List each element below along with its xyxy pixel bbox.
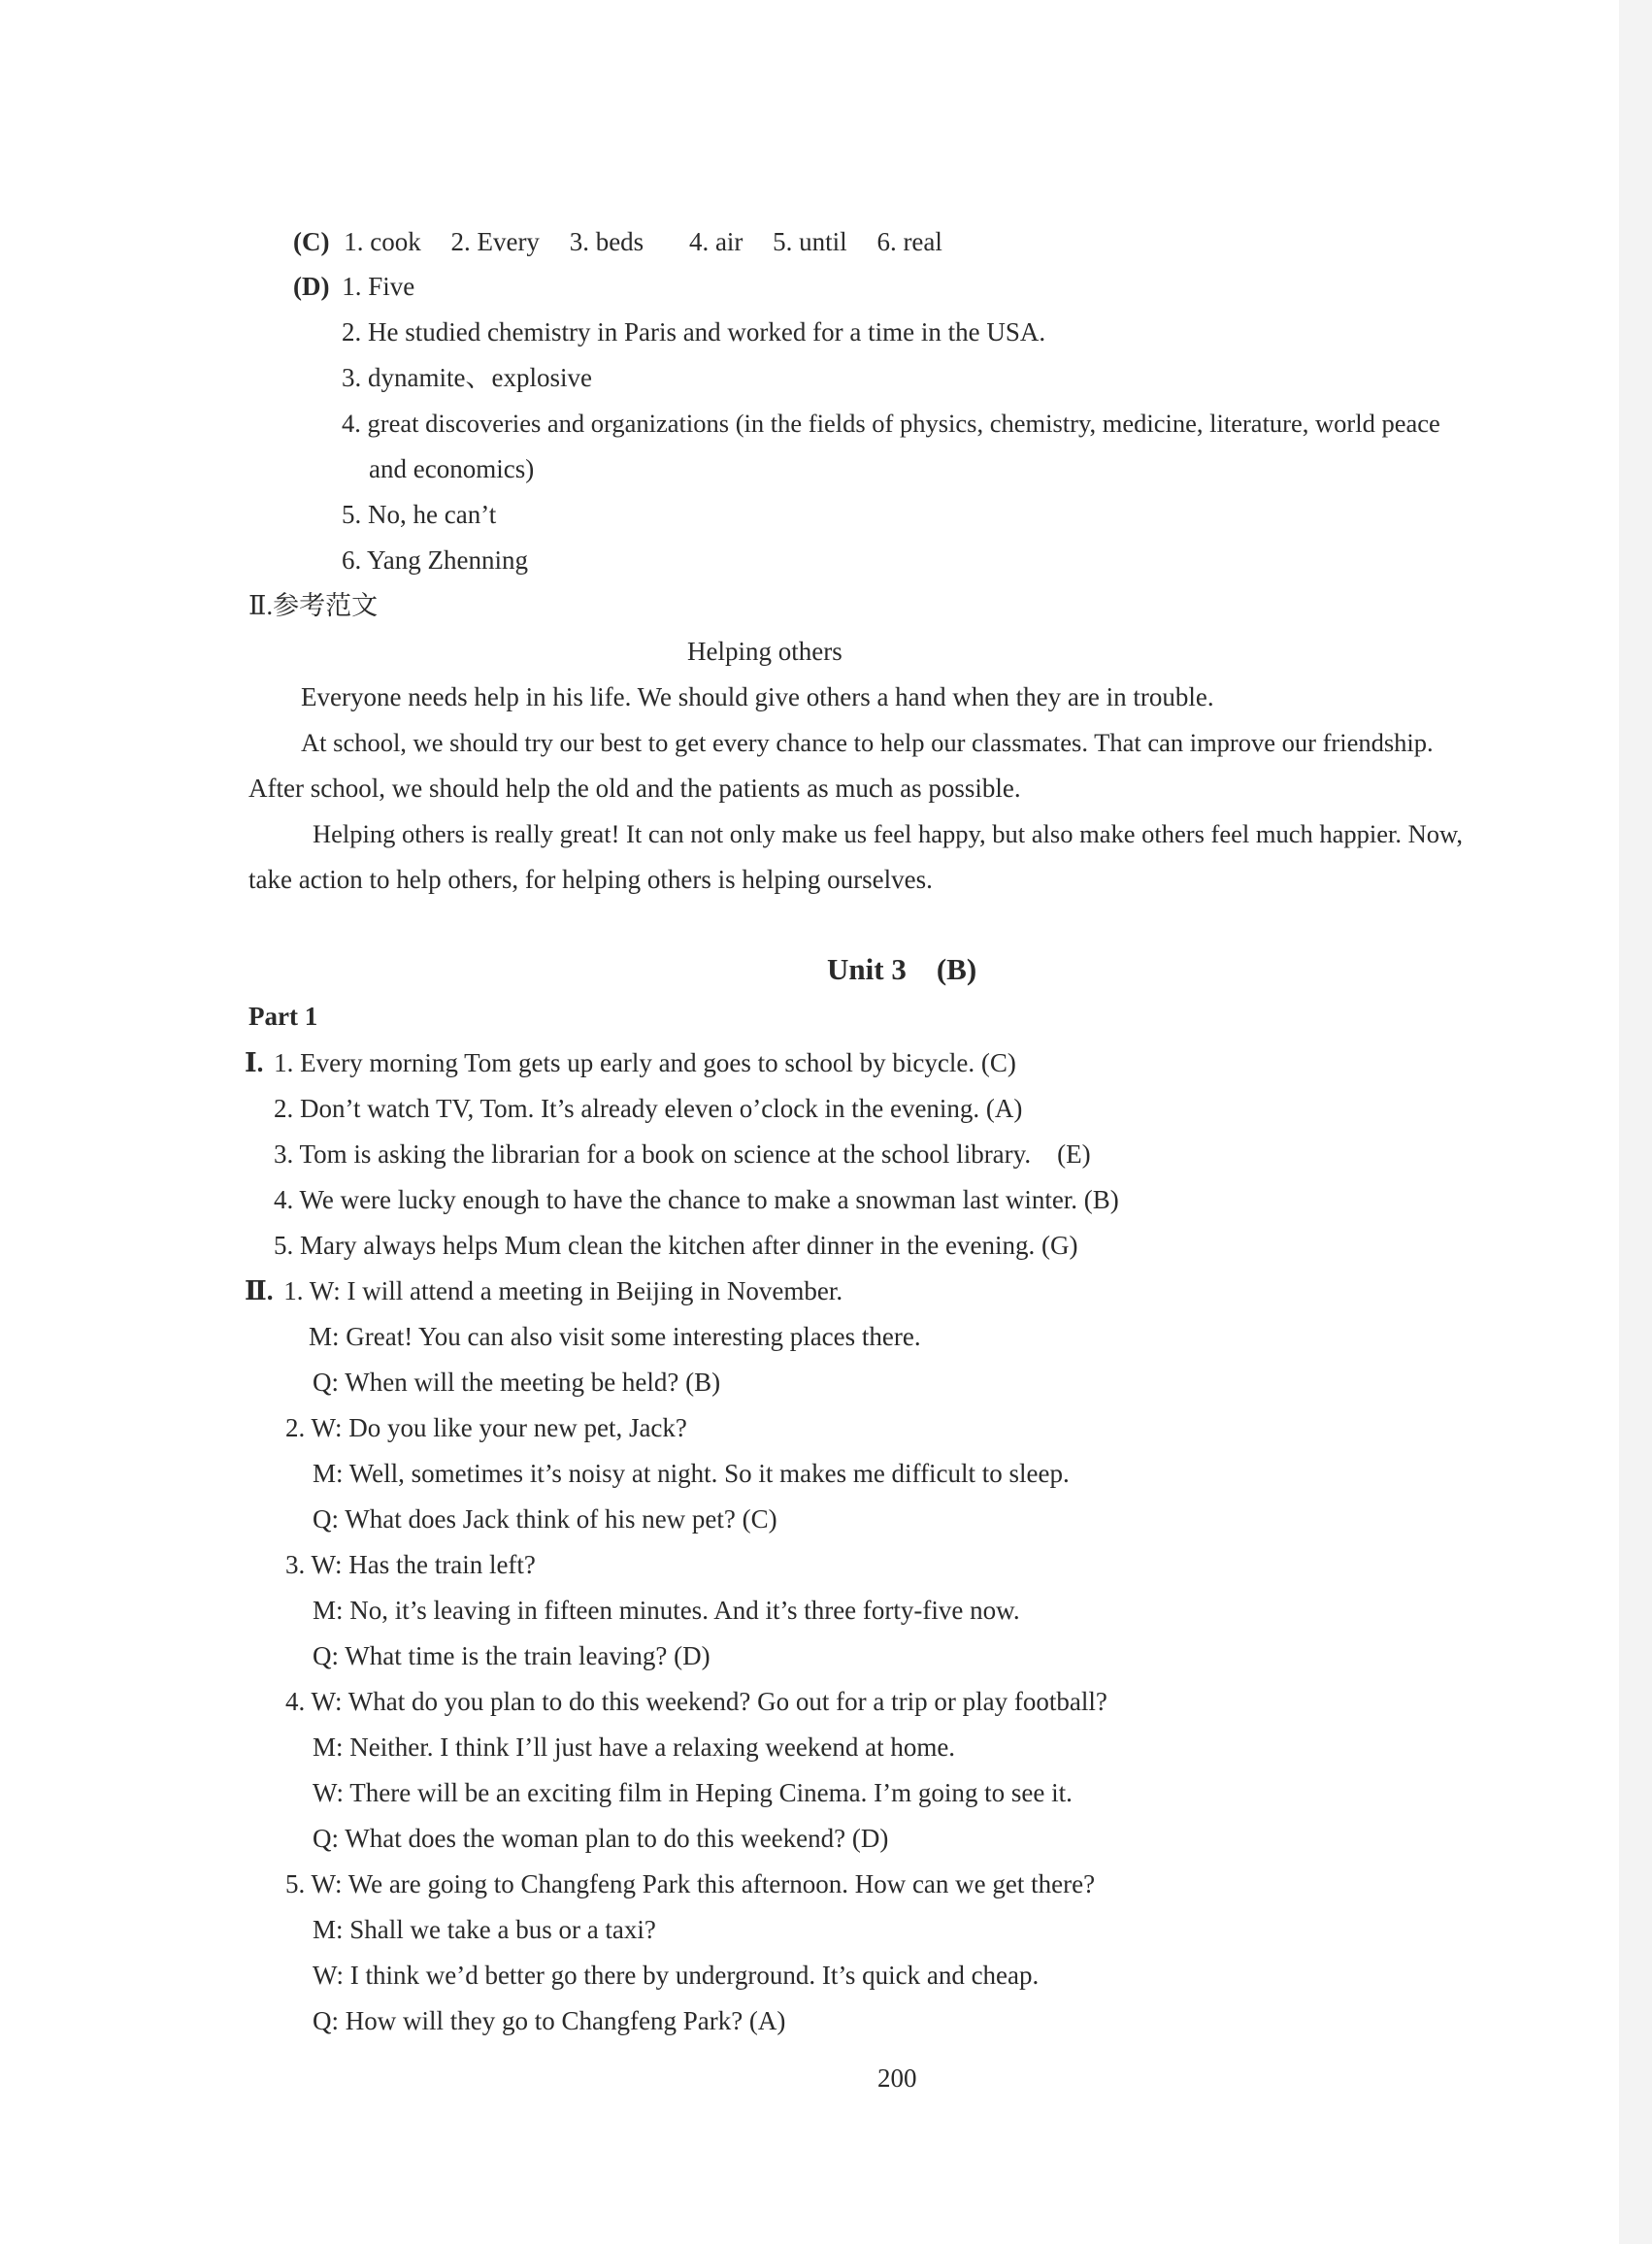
dialogue-2-m: M: Well, sometimes it’s noisy at night. So it makes me difficult to sleep.: [313, 1459, 1070, 1488]
essay-paragraph-2-line-1: At school, we should try our best to get every chance to help our classmates. That can improve our friendship.: [301, 728, 1434, 757]
essay-paragraph-3-line-1: Helping others is really great! It can not only make us feel happy, but also make others feel much happier. Now,: [313, 819, 1464, 848]
dialogue-5-w: 5. W: We are going to Changfeng Park this afternoon. How can we get there?: [285, 1869, 1096, 1898]
essay-paragraph-3-line-2: take action to help others, for helping others is helping ourselves.: [248, 865, 933, 894]
answer-d-3: 3. dynamite、explosive: [342, 363, 592, 392]
essay-paragraph-1: Everyone needs help in his life. We should give others a hand when they are in trouble.: [301, 682, 1214, 711]
answer-d-4: 4. great discoveries and organizations (in the fields of physics, chemistry, medicine, literature, world peace: [342, 409, 1440, 438]
answer-c-6: 6. real: [876, 227, 942, 256]
section-1-item-4: 4. We were lucky enough to have the chance to make a snowman last winter. (B): [274, 1185, 1119, 1214]
section-d-label: (D): [293, 272, 330, 301]
dialogue-5-m: M: Shall we take a bus or a taxi?: [313, 1915, 656, 1944]
dialogue-3-m: M: No, it’s leaving in fifteen minutes. And it’s three forty-five now.: [313, 1596, 1020, 1625]
section-1-label: Ⅰ.: [245, 1048, 264, 1077]
answer-c-5: 5. until: [773, 227, 847, 256]
answer-d-6: 6. Yang Zhenning: [342, 545, 529, 575]
dialogue-1-m: M: Great! You can also visit some interesting places there.: [309, 1322, 921, 1351]
dialogue-1-q: Q: When will the meeting be held? (B): [313, 1368, 721, 1397]
dialogue-2-w: 2. W: Do you like your new pet, Jack?: [285, 1413, 687, 1442]
essay-section-label: Ⅱ.参考范文: [248, 591, 379, 620]
section-1-item-5: 5. Mary always helps Mum clean the kitchen after dinner in the evening. (G): [274, 1231, 1078, 1260]
section-c-label: (C): [293, 227, 330, 256]
answer-c-4: 4. air: [688, 227, 743, 256]
dialogue-4-m: M: Neither. I think I’ll just have a relaxing weekend at home.: [313, 1732, 956, 1762]
part-title: Part 1: [248, 1002, 318, 1031]
answer-d-4-cont: and economics): [369, 454, 535, 483]
answer-d-1: 1. Five: [342, 272, 415, 301]
dialogue-5-q: Q: How will they go to Changfeng Park? (A): [313, 2006, 786, 2035]
answer-c-row: [293, 225, 942, 258]
dialogue-3-w: 3. W: Has the train left?: [285, 1550, 536, 1579]
answer-d-2: 2. He studied chemistry in Paris and worked for a time in the USA.: [342, 317, 1046, 346]
answer-c-1: 1. cook: [344, 227, 421, 256]
unit-title: Unit 3 (B): [827, 952, 977, 986]
page-number: 200: [877, 2063, 917, 2093]
answer-c-2: 2. Every: [450, 227, 540, 256]
dialogue-1-w: 1. W: I will attend a meeting in Beijing in November.: [283, 1276, 843, 1305]
dialogue-3-q: Q: What time is the train leaving? (D): [313, 1641, 710, 1670]
dialogue-5-w2: W: I think we’d better go there by underground. It’s quick and cheap.: [313, 1961, 1040, 1990]
section-2-label: Ⅱ.: [245, 1276, 274, 1305]
dialogue-4-w: 4. W: What do you plan to do this weekend? Go out for a trip or play football?: [285, 1687, 1107, 1716]
essay-title: Helping others: [687, 637, 843, 666]
dialogue-4-w2: W: There will be an exciting film in Heping Cinema. I’m going to see it.: [313, 1778, 1073, 1807]
section-1-item-3: 3. Tom is asking the librarian for a book on science at the school library. (E): [274, 1139, 1091, 1169]
answer-d-5: 5. No, he can’t: [342, 500, 497, 529]
answer-c-3: 3. beds: [569, 227, 644, 256]
dialogue-2-q: Q: What does Jack think of his new pet? (C): [313, 1504, 777, 1534]
section-1-item-1-row: [245, 1046, 1016, 1079]
section-1-item-2: 2. Don’t watch TV, Tom. It’s already eleven o’clock in the evening. (A): [274, 1094, 1023, 1123]
section-2-item-1-row: [245, 1274, 843, 1307]
answer-d-row: [293, 270, 414, 303]
essay-paragraph-2-line-2: After school, we should help the old and the patients as much as possible.: [248, 774, 1021, 803]
dialogue-4-q: Q: What does the woman plan to do this weekend? (D): [313, 1824, 889, 1853]
section-1-item-1: 1. Every morning Tom gets up early and goes to school by bicycle. (C): [274, 1048, 1016, 1077]
